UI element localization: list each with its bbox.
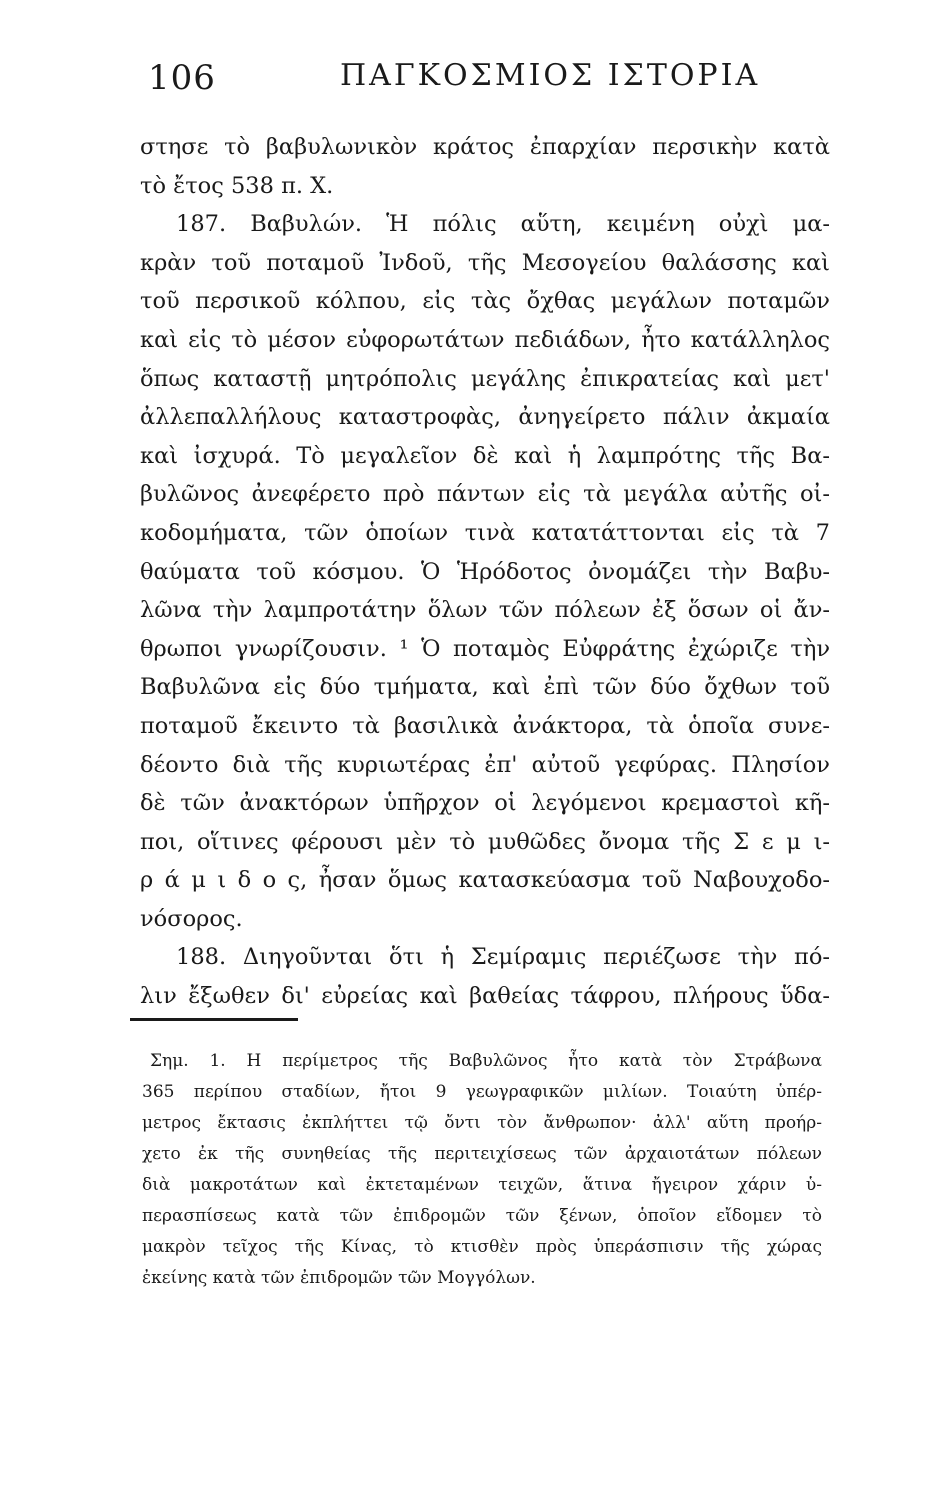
body-text bbox=[140, 128, 830, 1016]
footnote-line: μακρὸν τεῖχος τῆς Κίνας, τὸ κτισθὲν πρὸς ὑπεράσπισιν τῆς χώρας bbox=[142, 1237, 822, 1257]
text-line: νόσορος. bbox=[140, 905, 243, 932]
text-line: ποι, οἵτινες φέρουσι μὲν τὸ μυθῶδες ὄνομα τῆς Σ ε μ ι- bbox=[140, 828, 830, 855]
text-line: θαύματα τοῦ κόσμου. Ὁ Ἡρόδοτος ὀνομάζει τὴν Βαβυ- bbox=[140, 558, 830, 585]
footnote-line: ἐκείνης κατὰ τῶν ἐπιδρομῶν τῶν Μογγόλων. bbox=[142, 1268, 536, 1288]
text-line: καὶ εἰς τὸ μέσον εὐφορωτάτων πεδιάδων, ἦτο κατάλληλος bbox=[140, 326, 830, 353]
text-line: ὅπως καταστῇ μητρόπολις μεγάλης ἐπικρατείας καὶ μετ' bbox=[140, 365, 830, 392]
text-line: στησε τὸ βαβυλωνικὸν κράτος ἐπαρχίαν περσικὴν κατὰ bbox=[140, 134, 830, 160]
text-line: ρ ά μ ι δ ο ς, ἦσαν ὅμως κατασκεύασμα τοῦ Ναβουχοδο- bbox=[140, 867, 830, 894]
text-line: λιν ἔξωθεν δι' εὐρείας καὶ βαθείας τάφρου, πλήρους ὕδα- bbox=[140, 983, 830, 1010]
footnote-line: 365 περίπου σταδίων, ἤτοι 9 γεωγραφικῶν μιλίων. Τοιαύτη ὑπέρ- bbox=[142, 1082, 822, 1102]
text-line: βυλῶνος ἀνεφέρετο πρὸ πάντων εἰς τὰ μεγάλα αὐτῆς οἰ- bbox=[140, 481, 830, 508]
footnote-line: περασπίσεως κατὰ τῶν ἐπιδρομῶν τῶν ξένων, ὁποῖον εἴδομεν τὸ bbox=[142, 1206, 822, 1226]
text-line: δὲ τῶν ἀνακτόρων ὑπῆρχον οἱ λεγόμενοι κρεμαστοὶ κῆ- bbox=[140, 790, 830, 817]
page-header bbox=[140, 52, 830, 104]
text-line: ἀλλεπαλλήλους καταστροφὰς, ἀνηγείρετο πάλιν ἀκμαία bbox=[140, 404, 830, 431]
text-line: καὶ ἰσχυρά. Τὸ μεγαλεῖον δὲ καὶ ἡ λαμπρότης τῆς Βα- bbox=[140, 442, 830, 469]
text-line: Βαβυλῶνα εἰς δύο τμήματα, καὶ ἐπὶ τῶν δύο ὄχθων τοῦ bbox=[140, 674, 830, 701]
text-line: θρωποι γνωρίζουσιν. ¹ Ὁ ποταμὸς Εὐφράτης ἐχώριζε τὴν bbox=[140, 635, 830, 662]
text-line: δέοντο διὰ τῆς κυριωτέρας ἐπ' αὐτοῦ γεφύρας. Πλησίον bbox=[140, 751, 830, 778]
text-line: τὸ ἔτος 538 π. Χ. bbox=[140, 172, 334, 199]
text-line: τοῦ περσικοῦ κόλπου, εἰς τὰς ὄχθας μεγάλων ποταμῶν bbox=[140, 288, 830, 315]
section-heading-line: 188. Διηγοῦνται ὅτι ἡ Σεμίραμις περιέζωσε τὴν πό- bbox=[176, 944, 830, 971]
footnote-line: Σημ. 1. Η περίμετρος τῆς Βαβυλῶνος ἦτο κατὰ τὸν Στράβωνα bbox=[150, 1051, 822, 1071]
text-line: κρὰν τοῦ ποταμοῦ Ἰνδοῦ, τῆς Μεσογείου θαλάσσης καὶ bbox=[140, 249, 830, 276]
running-title: ΠΑΓΚΟΣΜΙΟΣ ΙΣΤΟΡΙΑ bbox=[340, 58, 761, 93]
text-line: λῶνα τὴν λαμπροτάτην ὅλων τῶν πόλεων ἐξ ὅσων οἱ ἄν- bbox=[140, 597, 830, 624]
footnote-line: διὰ μακροτάτων καὶ ἐκτεταμένων τειχῶν, ἅτινα ἤγειρον χάριν ὑ- bbox=[142, 1175, 822, 1195]
text-line: ποταμοῦ ἔκειντο τὰ βασιλικὰ ἀνάκτορα, τὰ ὁποῖα συνε- bbox=[140, 712, 830, 739]
footnotes bbox=[142, 1046, 822, 1294]
text-line: κοδομήματα, τῶν ὁποίων τινὰ κατατάττονται εἰς τὰ 7 bbox=[140, 519, 830, 546]
footnote-line: χετο ἐκ τῆς συνηθείας τῆς περιτειχίσεως τῶν ἀρχαιοτάτων πόλεων bbox=[142, 1144, 822, 1164]
footnote-divider bbox=[130, 1018, 298, 1021]
footnote-line: μετρος ἔκτασις ἐκπλήττει τῷ ὄντι τὸν ἄνθρωπον· ἀλλ' αὕτη προήρ- bbox=[142, 1113, 822, 1133]
page-number: 106 bbox=[148, 58, 216, 98]
section-heading-line: 187. Βαβυλών. Ἡ πόλις αὕτη, κειμένη οὐχὶ μα- bbox=[176, 211, 830, 238]
